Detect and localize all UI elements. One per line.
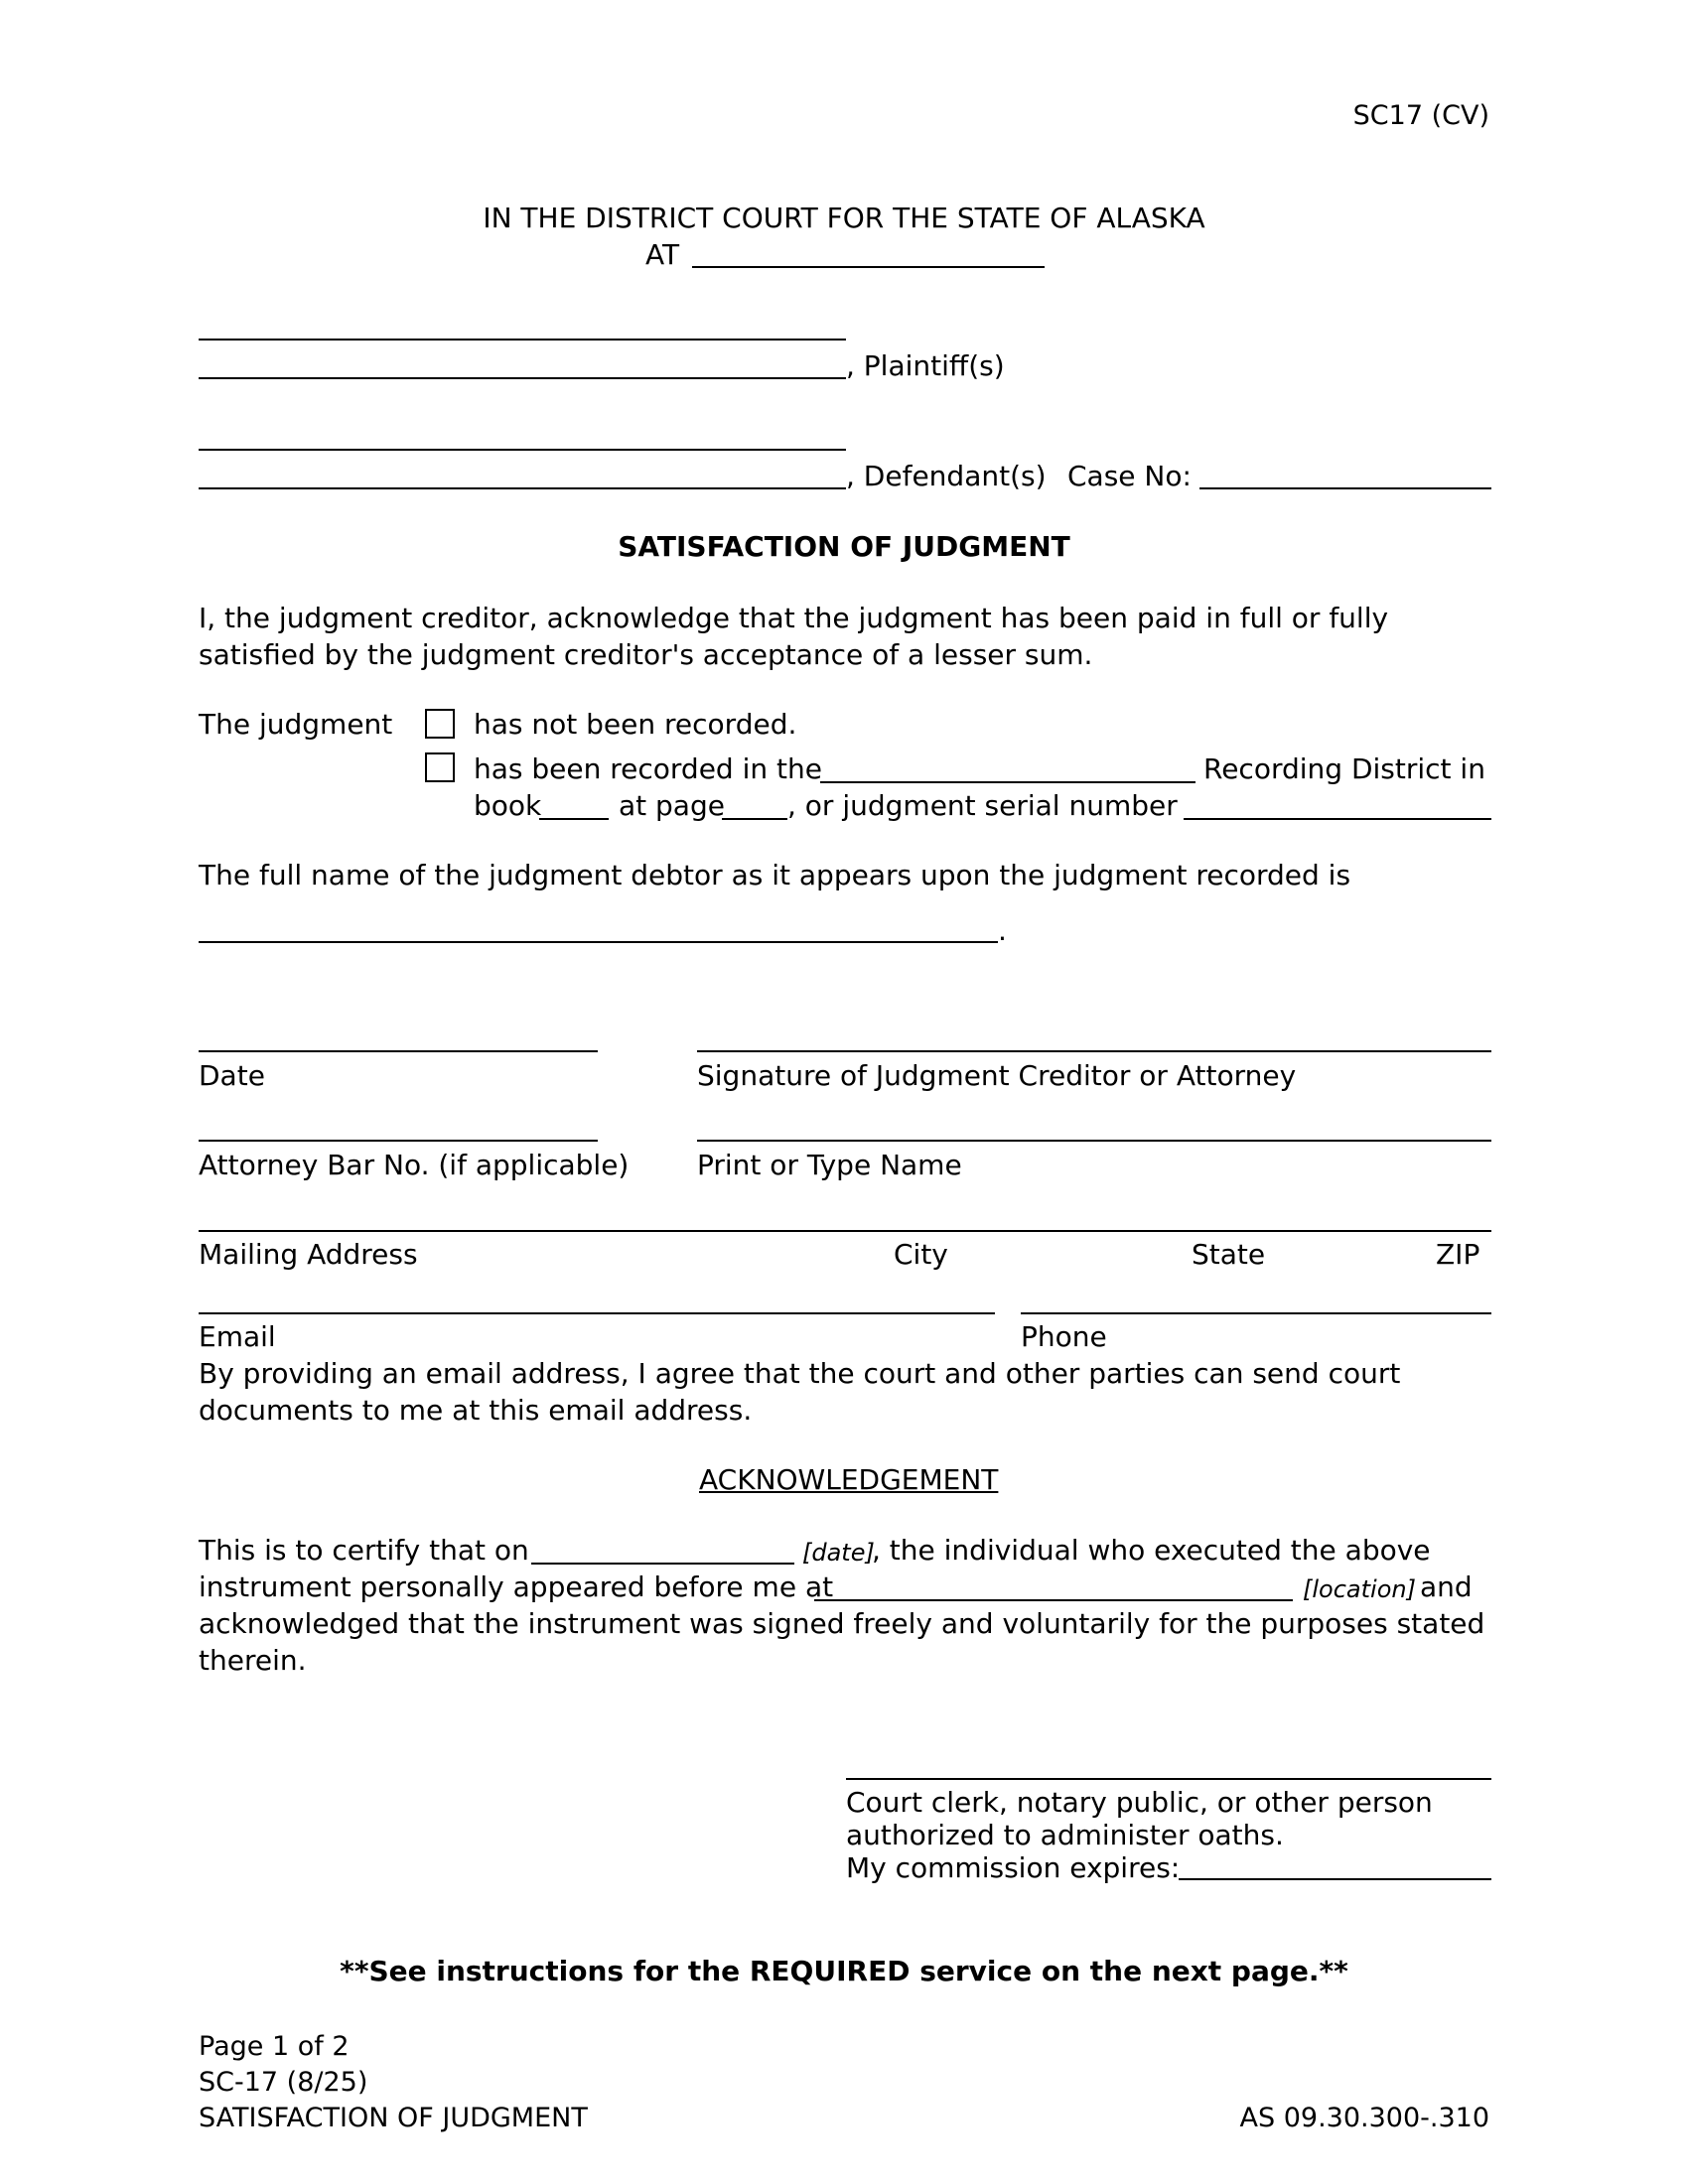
defendant-name-field-2[interactable]: [199, 487, 846, 489]
ack-date-field[interactable]: [531, 1563, 794, 1565]
debtor-period: .: [998, 914, 1007, 947]
phone-label: Phone: [1021, 1320, 1107, 1353]
print-name-field[interactable]: [697, 1140, 1491, 1142]
ack-line-1b: , the individual who executed the above: [872, 1534, 1431, 1567]
commission-expiry-field[interactable]: [1179, 1878, 1491, 1880]
signature-field[interactable]: [697, 1050, 1491, 1052]
service-notice: **See instructions for the REQUIRED service on the next page.**: [340, 1955, 1348, 1987]
document-heading: SATISFACTION OF JUDGMENT: [618, 530, 1070, 563]
ack-line-3: acknowledged that the instrument was signed freely and voluntarily for the purposes stated: [199, 1607, 1485, 1640]
book-label: book: [474, 789, 542, 822]
not-recorded-checkbox[interactable]: [425, 709, 455, 739]
form-revision: SC-17 (8/25): [199, 2067, 368, 2098]
court-title: IN THE DISTRICT COURT FOR THE STATE OF ALASKA: [483, 202, 1205, 234]
debtor-name-text: The full name of the judgment debtor as it appears upon the judgment recorded is: [199, 859, 1351, 891]
plaintiff-label: , Plaintiff(s): [846, 349, 1005, 382]
city-label: City: [894, 1238, 948, 1271]
recording-lead: The judgment: [199, 708, 393, 741]
mailing-address-label: Mailing Address: [199, 1238, 418, 1271]
bar-number-label: Attorney Bar No. (if applicable): [199, 1149, 630, 1181]
ack-date-hint: [date]: [802, 1539, 875, 1567]
mailing-address-field[interactable]: [199, 1230, 1491, 1232]
statute-reference: AS 09.30.300-.310: [1239, 2103, 1489, 2133]
not-recorded-label: has not been recorded.: [474, 708, 797, 741]
ack-line-2a: instrument personally appeared before me at: [199, 1570, 834, 1603]
date-field[interactable]: [199, 1050, 598, 1052]
defendant-label: , Defendant(s): [846, 460, 1047, 492]
email-consent-line-2: documents to me at this email address.: [199, 1394, 753, 1427]
page-field[interactable]: [722, 818, 787, 820]
ack-location-hint: [location]: [1303, 1575, 1416, 1603]
date-label: Date: [199, 1059, 265, 1092]
zip-label: ZIP: [1436, 1238, 1480, 1271]
email-field[interactable]: [199, 1312, 995, 1314]
ack-line-4: therein.: [199, 1644, 307, 1677]
court-at-label: AT: [645, 238, 680, 271]
case-no-label: Case No:: [1067, 460, 1192, 492]
bar-number-field[interactable]: [199, 1140, 598, 1142]
serial-number-field[interactable]: [1184, 818, 1491, 820]
state-label: State: [1192, 1238, 1266, 1271]
email-label: Email: [199, 1320, 276, 1353]
plaintiff-name-field-1[interactable]: [199, 339, 846, 341]
ack-line-2b: and: [1420, 1570, 1473, 1603]
phone-field[interactable]: [1021, 1312, 1491, 1314]
defendant-name-field-1[interactable]: [199, 449, 846, 451]
ack-line-1a: This is to certify that on: [199, 1534, 529, 1567]
officer-line-2: authorized to administer oaths.: [846, 1819, 1284, 1851]
court-location-field[interactable]: [692, 266, 1045, 268]
book-field[interactable]: [539, 818, 609, 820]
email-consent-line-1: By providing an email address, I agree that the court and other parties can send court: [199, 1357, 1401, 1390]
page-label: at page: [619, 789, 725, 822]
ack-location-field[interactable]: [814, 1599, 1293, 1601]
recording-district-label: Recording District in: [1203, 752, 1485, 785]
officer-line-1: Court clerk, notary public, or other person: [846, 1786, 1433, 1819]
commission-label: My commission expires:: [846, 1851, 1181, 1884]
recorded-label: has been recorded in the: [474, 752, 822, 785]
page-number: Page 1 of 2: [199, 2031, 350, 2062]
creditor-statement: I, the judgment creditor, acknowledge that the judgment has been paid in full or fully satisfied by the judgment creditor's acceptance of a lesser sum.: [199, 602, 1389, 671]
footer-form-title: SATISFACTION OF JUDGMENT: [199, 2103, 588, 2133]
acknowledgement-heading: ACKNOWLEDGEMENT: [699, 1463, 999, 1496]
print-name-label: Print or Type Name: [697, 1149, 962, 1181]
signature-label: Signature of Judgment Creditor or Attorney: [697, 1059, 1297, 1092]
form-code: SC17 (CV): [1352, 100, 1489, 131]
serial-label: , or judgment serial number: [787, 789, 1178, 822]
officer-signature-field[interactable]: [846, 1778, 1491, 1780]
case-number-field[interactable]: [1199, 487, 1491, 489]
recording-district-field[interactable]: [820, 781, 1196, 783]
plaintiff-name-field-2[interactable]: [199, 377, 846, 379]
recorded-checkbox[interactable]: [425, 752, 455, 782]
debtor-name-field[interactable]: [199, 941, 998, 943]
